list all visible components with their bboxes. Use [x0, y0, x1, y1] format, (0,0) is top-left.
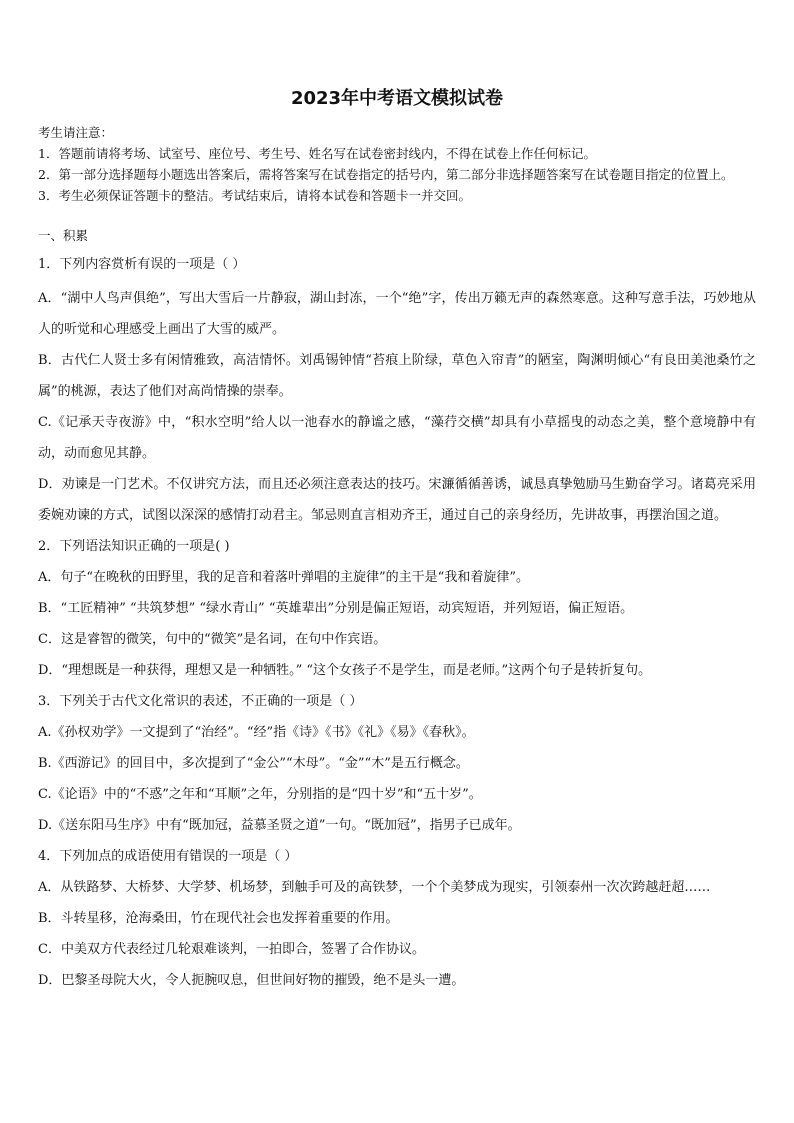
question-stem: 4．下列加点的成语使用有错误的一项是（ ） [38, 849, 298, 864]
option-c: C．这是睿智的微笑，句中的“微笑”是名词，在句中作宾语。 [38, 632, 387, 647]
question-2 [38, 531, 756, 686]
option-b: B.《西游记》的回目中，多次提到了“金公”“木母”。“金”“木”是五行概念。 [38, 756, 469, 771]
option-b: B．“工匠精神” “共筑梦想” “绿水青山” “英雄辈出”分别是偏正短语，动宾短语，并列短语，偏正短语。 [38, 601, 634, 616]
notice-item: 3．考生必须保证答题卡的整洁。考试结束后，请将本试卷和答题卡一并交回。 [38, 188, 471, 203]
question-stem: 2．下列语法知识正确的一项是( ) [38, 539, 230, 554]
option-c: C.《记承天寺夜游》中，“积水空明”给人以一池春水的静谧之感，“藻荇交横”却具有小草摇曳的动态之美，整个意境静中有动，动而愈见其静。 [38, 415, 756, 461]
option-a: A．从铁路梦、大桥梦、大学梦、机场梦，到触手可及的高铁梦，一个个美梦成为现实，引领泰州一次次跨越赶超…… [38, 880, 711, 895]
page-title: 2023年中考语文模拟试卷 [290, 88, 504, 109]
option-b: B．斗转星移，沧海桑田，竹在现代社会也发挥着重要的作用。 [38, 911, 399, 926]
notice-item: 1．答题前请将考场、试室号、座位号、考生号、姓名写在试卷密封线内，不得在试卷上作任何标记。 [38, 146, 596, 161]
option-c: C.《论语》中的“不惑”之年和“耳顺”之年，分别指的是“四十岁”和“五十岁”。 [38, 787, 482, 802]
option-d: D.《送东阳马生序》中有“既加冠，益慕圣贤之道”一句。“既加冠”，指男子已成年。 [38, 818, 521, 833]
question-1 [38, 255, 756, 531]
option-c: C．中美双方代表经过几轮艰难谈判，一拍即合，签署了合作协议。 [38, 942, 425, 957]
section-heading: 一、积累 [38, 228, 89, 243]
option-a: A．句子“在晚秋的田野里，我的足音和着落叶弹唱的主旋律”的主干是“我和着旋律”。 [38, 570, 529, 585]
question-3 [38, 686, 756, 841]
option-a: A．“湖中人鸟声俱绝”，写出大雪后一片静寂，湖山封冻，一个“绝”字，传出万籁无声的森然寒意。这种写意手法，巧妙地从人的听觉和心理感受上画出了大雪的威严。 [38, 291, 756, 337]
question-stem: 3．下列关于古代文化常识的表述，不正确的一项是（ ） [38, 694, 363, 709]
option-a: A.《孙权劝学》一文提到了“治经”。“经”指《诗》《书》《礼》《易》《春秋》。 [38, 725, 475, 740]
option-b: B．古代仁人贤士多有闲情雅致，高洁情怀。刘禹锡钟情“苔痕上阶绿，草色入帘青”的陋室，陶渊明倾心“有良田美池桑竹之属”的桃源，表达了他们对高尚情操的崇奉。 [38, 353, 756, 399]
notice-item: 2．第一部分选择题每小题选出答案后，需将答案写在试卷指定的括号内，第二部分非选择题答案写在试卷题目指定的位置上。 [38, 167, 734, 182]
option-d: D．劝谏是一门艺术。不仅讲究方法，而且还必须注意表达的技巧。宋濂循循善诱，诚恳真挚勉励马生勤奋学习。诸葛亮采用委婉劝谏的方式，试图以深深的感情打动君主。邹忌则直言相劝齐王，通过自己的亲身经历，先讲故事，再摆治国之道。 [38, 477, 756, 523]
notice-block [38, 122, 756, 206]
question-stem: 1．下列内容赏析有误的一项是（ ） [38, 257, 246, 272]
notice-heading: 考生请注意： [38, 125, 114, 140]
question-4 [38, 841, 756, 996]
option-d: D．巴黎圣母院大火，令人扼腕叹息，但世间好物的摧毁，绝不是头一遭。 [38, 973, 465, 988]
option-d: D．“理想既是一种获得，理想又是一种牺牲。” “这个女孩子不是学生，而是老师。”这两个句子是转折复句。 [38, 663, 652, 678]
